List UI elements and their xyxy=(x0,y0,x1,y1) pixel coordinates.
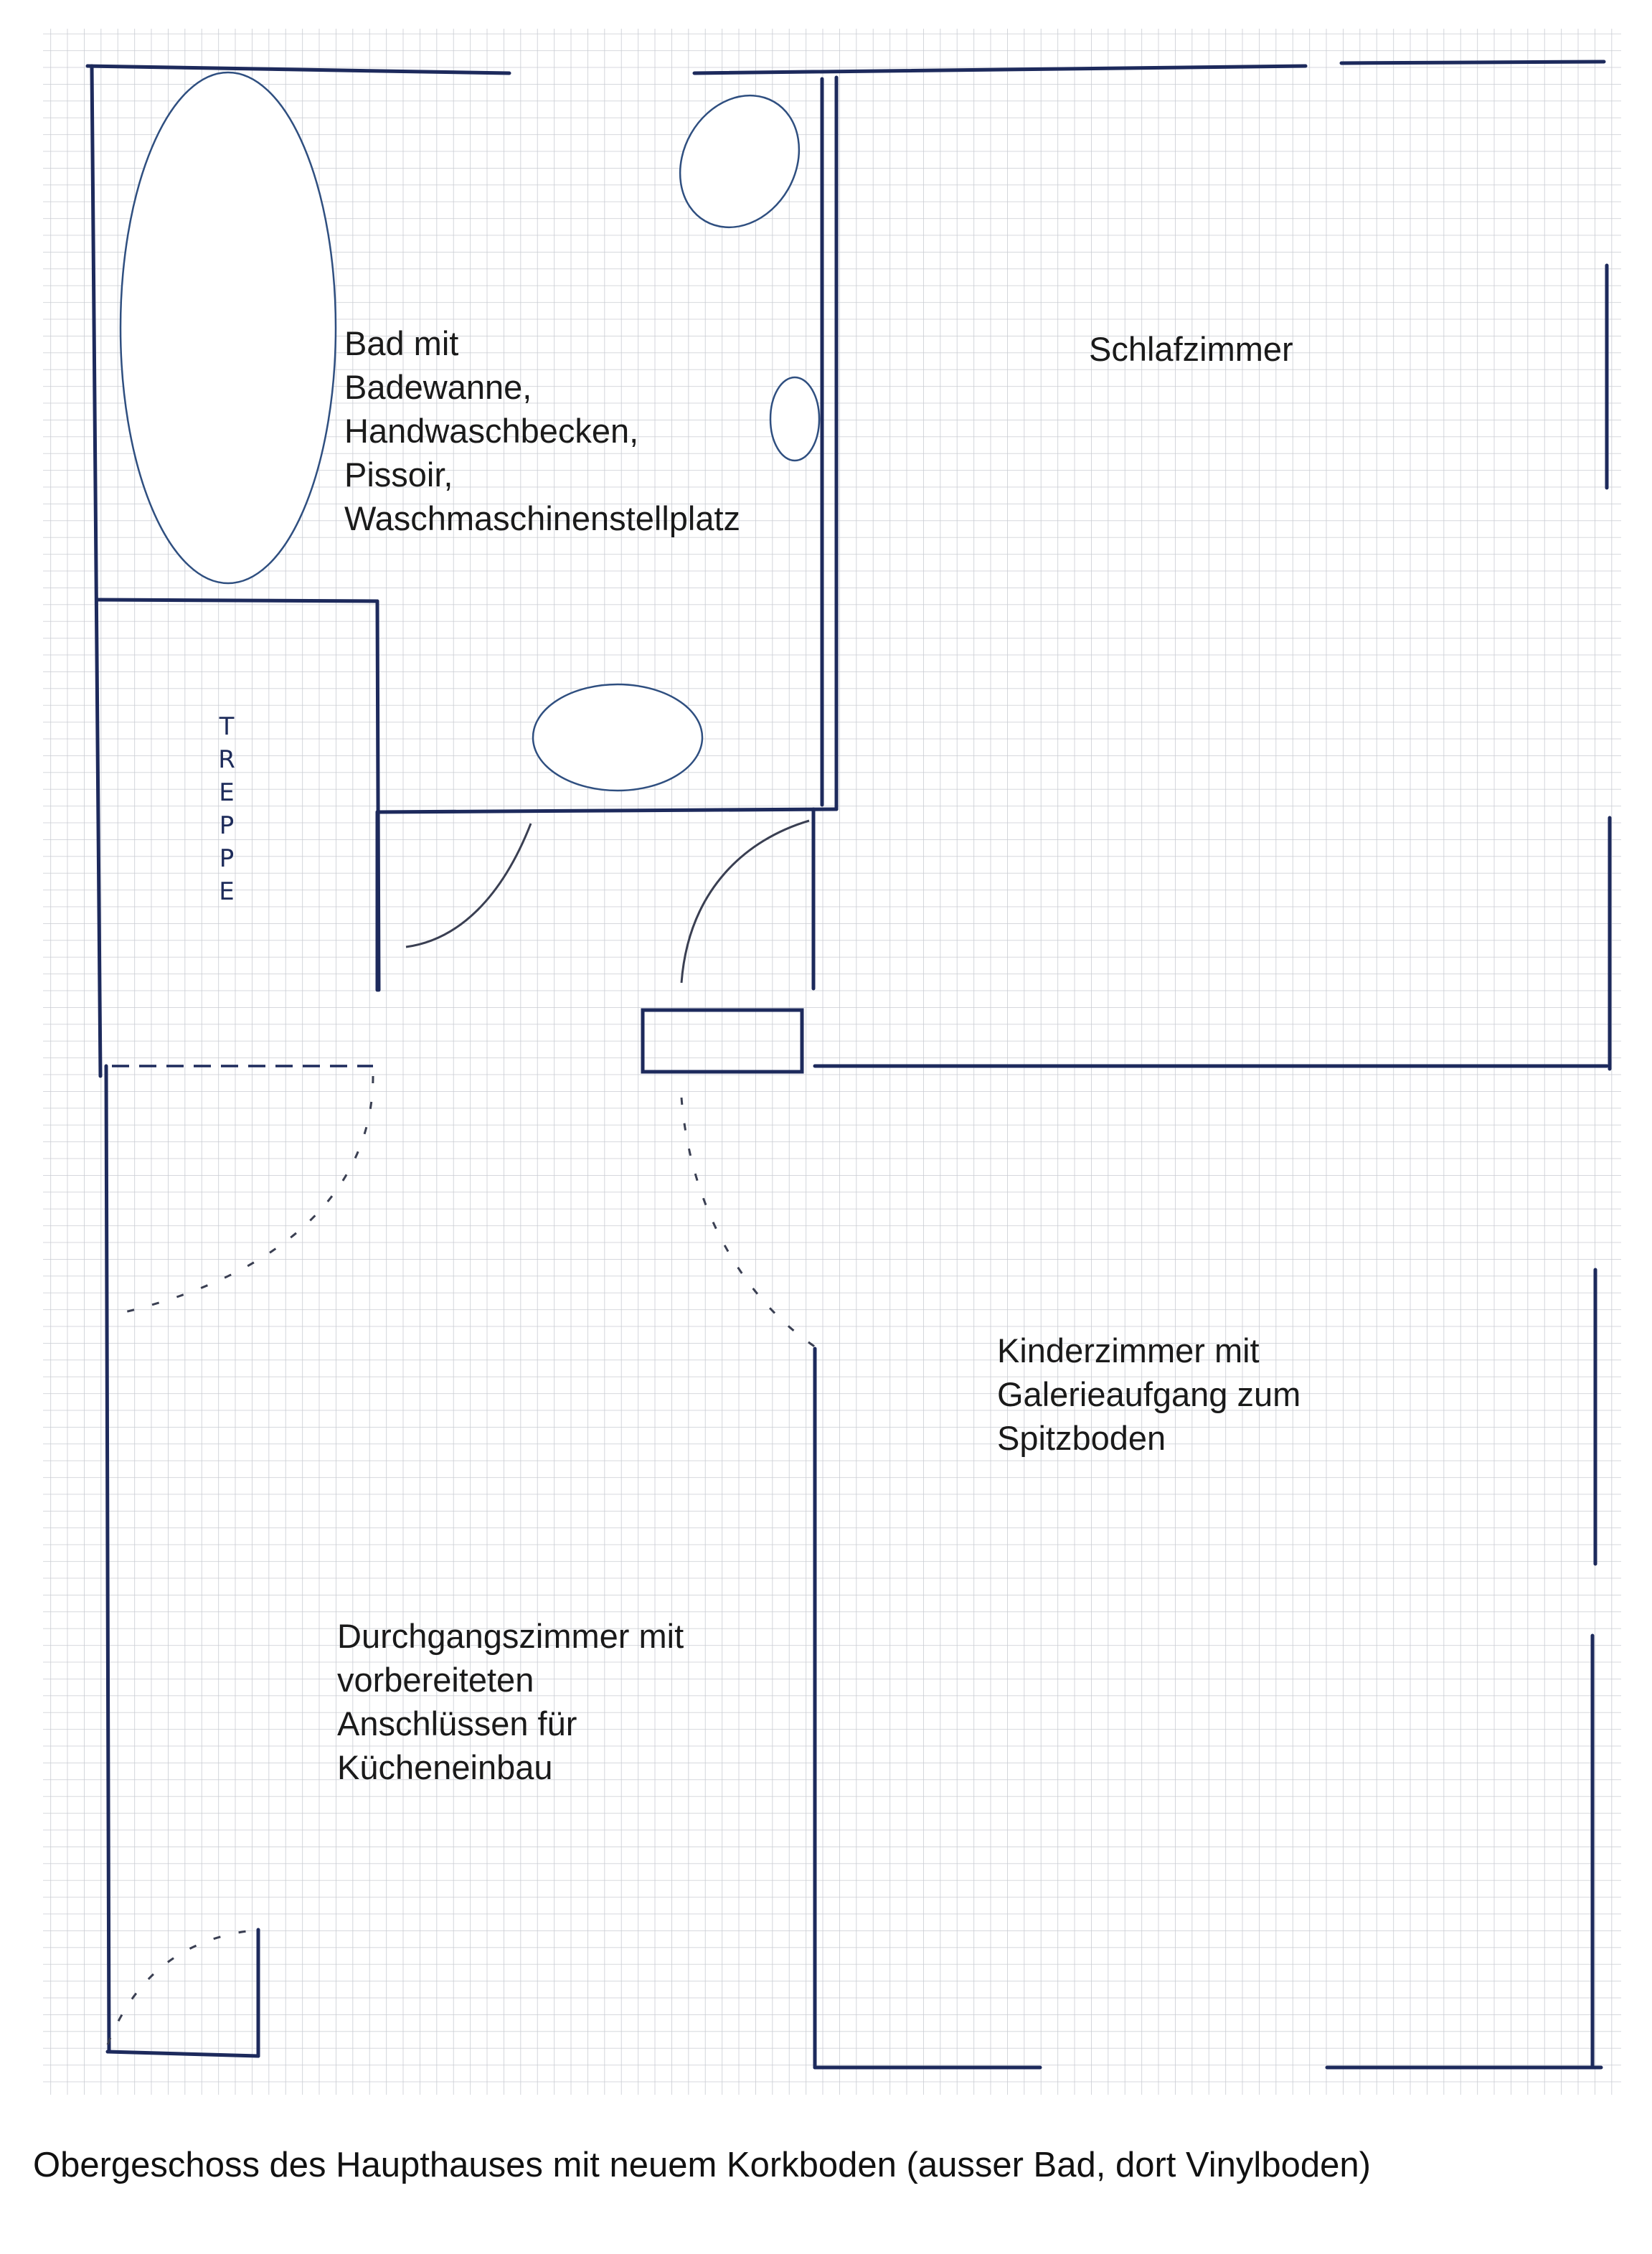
bathroom-label-line: Bad mit xyxy=(344,324,459,362)
washer-spot xyxy=(533,684,702,791)
bathroom-label-line: Handwaschbecken, xyxy=(344,412,639,450)
bathroom-label-line: Waschmaschinenstellplatz xyxy=(344,499,741,537)
bedroom-label-line: Schlafzimmer xyxy=(1089,330,1293,368)
passage-room-label-line: Durchgangszimmer mit xyxy=(337,1617,684,1655)
bathroom-label-line: Pissoir, xyxy=(344,456,453,494)
bathtub xyxy=(121,72,336,583)
passage-room-label-line: vorbereiteten xyxy=(337,1661,534,1699)
bathroom-label xyxy=(344,321,740,540)
bathroom-label-line: Badewanne, xyxy=(344,368,532,406)
stairs-label: TREPPE xyxy=(218,712,235,906)
plan-caption: Obergeschoss des Haupthauses mit neuem Korkboden (ausser Bad, dort Vinylboden) xyxy=(33,2146,1371,2184)
kids-room-label xyxy=(997,1329,1301,1460)
outer-wall-top-right xyxy=(1341,62,1604,63)
bedroom-label xyxy=(1089,327,1293,371)
kids-room-label-line: Kinderzimmer mit xyxy=(997,1331,1260,1369)
stair-top xyxy=(98,600,377,601)
kids-room-label-line: Spitzboden xyxy=(997,1419,1166,1457)
passage-room-label-line: Kücheneinbau xyxy=(337,1748,553,1786)
pissoir xyxy=(770,377,819,461)
passage-room-label-line: Anschlüssen für xyxy=(337,1704,577,1743)
passage-room-label xyxy=(337,1614,684,1789)
kids-room-label-line: Galerieaufgang zum xyxy=(997,1375,1301,1413)
